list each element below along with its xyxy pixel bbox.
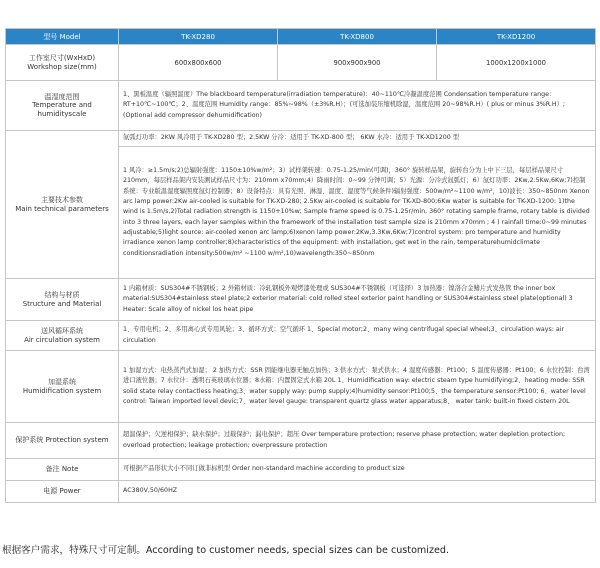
workshop-size-label: 工作室尺寸(WxHxD) Workshop size(mm) [6, 45, 119, 81]
note-row [6, 459, 596, 481]
structure-material-row [6, 279, 596, 321]
power-label: 电源 Power [6, 481, 119, 503]
customization-footnote: 根据客户需求，特殊尺寸可定制。According to customer needs, special sizes can be customized. [2, 545, 450, 556]
temperature-humidity-label: 温湿度范围 Temperature and humidityscale [6, 81, 119, 131]
model-tk-xd280: TK-XD280 [119, 29, 278, 45]
spec-sheet [5, 28, 595, 503]
air-circulation-label: 送风循环系统 Air circulation system [6, 321, 119, 351]
model-tk-xd1200: TK-XD1200 [437, 29, 596, 45]
temperature-humidity-row [6, 81, 596, 131]
spec-table [5, 28, 596, 503]
air-circulation-value: 1、专用电机；2、多用离心式专用风轮；3、循环方式：空气循环 1、Special motor;2、many wing centrifugal special wheel;3、circulation ways: air circulation [119, 321, 596, 351]
humidification-row [6, 351, 596, 423]
technical-params-value: 1 风冷：≥1.5m/s;2)总辐射强度：1150±10%w/m²；3）试样架转速：0.75-1.25/min(可调)，360° 旋转样品架，旋转台分为上中下三层，每层样品架尺寸210mm，每层样品架内安装测试样品尺寸为：210mm x70mm;4）降雨时间：0~99 分钟可调；5）光源：分冷式氙弧灯；6）氙灯功率：2Kw,2.5Kw,6Kw;7)控制系统：专业版温湿度辐照度氙灯控制器；8）设备特点：具有光照、淋湿、温度、湿度等气候条件)辐射强度：500w/m²~1100 w/m²，10)波长：350~850nm Xenon arc lamp power:2Kw air-cooled is suitable for TK-XD-280; 2.5Kw air-cooled is suitable for TK-XD-800;6Kw water is suitable for TK-XD-1200: 1)the wind is 1.5m/s,2)Total radiation strength is 1150+10%w; Sample frame speed is 0.75-1.25r/min, 360° rotating sample frame, rotary table is divided into 3 three layers, each layer samples within the framework of the installation test sample size is 210mm x70mm ; 4 ) rainfall time:0~99 minutes adjustable;5)light source: air-cooled xenon arc lamp;6)xenon lamp power:2Kw,3.3Kw,6Kw;7)control system: pro temperature and humidity irradiance xenon lamp controller;8)characteristics of the equipment: with installation, get wet in the rain, temperaturehumidclimate conditionsradiation intensity:500w/m² ~1100 w/m²,10)wavelength:350~850nm [119, 147, 596, 279]
protection-row [6, 423, 596, 459]
workshop-size-row [6, 45, 596, 81]
model-tk-xd800: TK-XD800 [278, 29, 437, 45]
structure-material-label: 结构与材质 Structure and Material [6, 279, 119, 321]
xenon-lamp-power-value: 氙弧灯功率：2KW 风冷用于 TK-XD280 型；2.5KW 分冷：适用于 TK-XD-800 型； 6KW 水冷：适用于 TK-XD1200 型 [119, 131, 596, 147]
power-row [6, 481, 596, 503]
humidification-value: 1 加湿方式：电热蒸汽式加湿； 2 加热方式：SSR 固能继电器无触点加热；3 供水方式：泵式供水；4 湿度传感器：Pt100；5 温度传感器：Pt100；6 水位控制：台湾进口液位器；7 水位计：透明石英玻璃水位器；8水箱：内置固定式水箱 20L 1、Humidification way: electric steam type humidifying;2、heating mode: SSR solid state relay contactless heating;3、water supply way: pump supply;4)humidity sensor:Pt100;5、the temperature sensor:Pt100; 6、water level control: Taiwan imported level devic;7、water level gauge: transparent quartz glass water apparatus;8、 water tank: built-in fixed cistern 20L [119, 351, 596, 423]
size-tk-xd280: 600x800x600 [119, 45, 278, 81]
technical-params-heading-row [6, 131, 596, 147]
protection-label: 保护系统 Protection system [6, 423, 119, 459]
protection-value: 超温保护；欠逆相保护；缺水保护；过载保护；漏电保护；超压 Over temperature protection; reserve phase protection; water depletion protection; overload protection; leakage protection; overpressure protection [119, 423, 596, 459]
note-value: 可根据产品形状大小不同订做非标机型 Order non-standard machine according to product size [119, 459, 596, 481]
size-tk-xd800: 900x900x900 [278, 45, 437, 81]
power-value: AC380V,50/60HZ [119, 481, 596, 503]
temperature-humidity-value: 1、黑板温度（辐照温度）The blackboard temperature(irradiation temperature)：40~110℃冷凝温度范围 Condensation temperature range：RT+10℃~100℃；2、温度范围 Humidity range：85%~98%（±3%R.H）；(可选加装压缩机除湿，温度范围 20~98%R.H）( plus or minus 3%R.H）;(Optional add compressor dehumidification) [119, 81, 596, 131]
structure-material-value: 1 内箱材质：SUS304#不锈钢板；2 外箱材质：冷轧钢板外观烤漆处理或 SUS304#不锈钢板（可选择）3 加热器：镍洛合金鳍片式发热管 the inner box material:SUS304#stainless steel plate;2 exterior material: cold rolled steel exterior paint handling or SUS304#stainless steel plate(optional) 3 Heater: Scale alloy of nickel los heat pipe [119, 279, 596, 321]
humidification-label: 加湿系统 Humidification system [6, 351, 119, 423]
technical-params-label: 主要技术参数 Main technical parameters [6, 131, 119, 279]
model-header: 型号 Model [6, 29, 119, 45]
size-tk-xd1200: 1000x1200x1000 [437, 45, 596, 81]
header-row [6, 29, 596, 45]
air-circulation-row [6, 321, 596, 351]
note-label: 备注 Note [6, 459, 119, 481]
